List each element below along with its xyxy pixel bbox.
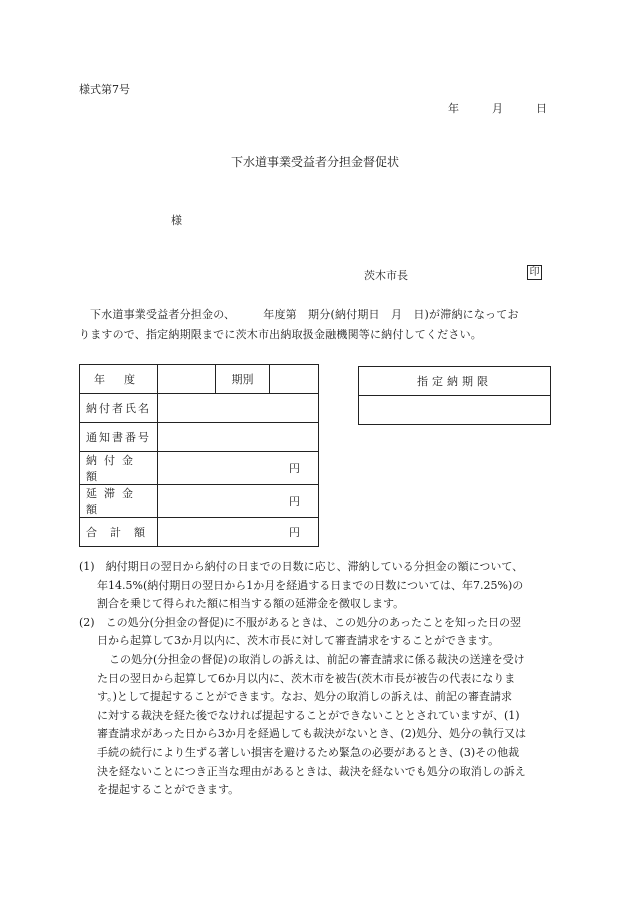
table-row <box>80 485 319 518</box>
total-unit: 円 <box>158 518 319 547</box>
year-value-cell <box>158 365 216 394</box>
year-label-cell: 年 度 <box>80 365 158 394</box>
table-row <box>80 423 319 452</box>
note-line: 手続の続行により生ずる著しい損害を避けるため緊急の必要があるとき、(3)その他裁 <box>97 745 520 759</box>
late-fee-label: 延滞金額 <box>80 485 158 518</box>
deadline-value-row <box>359 396 551 425</box>
total-label: 合 計 額 <box>80 518 158 547</box>
date-day-label: 日 <box>536 102 547 115</box>
payment-amount-label: 納付金額 <box>80 452 158 485</box>
note-line: す。)として提起することができます。なお、処分の取消しの訴えは、前記の審査請求 <box>97 690 513 704</box>
seal-mark: 印 <box>527 265 542 280</box>
period-value-cell <box>269 365 318 394</box>
note-line: 決を経ないことにつき正当な理由があるときは、裁決を経ないでも処分の取消しの訴え <box>97 764 526 778</box>
intro-line-2: りますので、指定納期限までに茨木市出納取扱金融機関等に納付してください。 <box>79 328 482 341</box>
deadline-table <box>358 366 551 425</box>
document-title: 下水道事業受益者分担金督促状 <box>230 155 399 169</box>
form-number: 様式第7号 <box>79 83 130 96</box>
deadline-value <box>359 396 551 425</box>
payer-name-value <box>158 394 319 423</box>
period-label-cell: 期別 <box>216 365 270 394</box>
note-line: (2) この処分(分担金の督促)に不服があるときは、この処分のあったことを知った日の翌 <box>79 615 522 629</box>
note-line: 年14.5%(納付期日の翌日から1か月を経過する日までの日数については、年7.25%)の <box>97 578 524 592</box>
table-row <box>80 452 319 485</box>
note-line: た日の翌日から起算して6か月以内に、茨木市を被告(茨木市長が被告の代表になりま <box>97 671 516 685</box>
note-line: この処分(分担金の督促)の取消しの訴えは、前記の審査請求に係る裁決の送達を受け <box>109 652 525 666</box>
payer-name-label: 納付者氏名 <box>80 394 158 423</box>
note-line: に対する裁決を経た後でなければ提起することができないこととされていますが、(1) <box>97 708 520 722</box>
table-row <box>80 518 319 547</box>
notice-number-value <box>158 423 319 452</box>
addressee-suffix: 様 <box>171 214 182 227</box>
payment-table <box>79 364 319 547</box>
note-line: 日から起算して3か月以内に、茨木市長に対して審査請求をすることができます。 <box>97 634 500 648</box>
intro-paragraph <box>79 305 559 345</box>
notice-number-label: 通知書番号 <box>80 423 158 452</box>
table-row <box>80 394 319 423</box>
notes-section <box>79 558 579 800</box>
table-row-year <box>80 365 319 394</box>
intro-line-1: 下水道事業受益者分担金の、 年度第 期分(納付期日 月 日)が滞納になってお <box>90 308 519 321</box>
payment-amount-unit: 円 <box>158 452 319 485</box>
note-line: 割合を乗じて得られた額に相当する額の延滞金を徴収します。 <box>97 597 405 611</box>
deadline-header-row <box>359 367 551 396</box>
date-line <box>448 100 547 116</box>
note-line: を提起することができます。 <box>97 783 240 797</box>
note-line: (1) 納付期日の翌日から納付の日までの日数に応じ、滞納している分担金の額について、 <box>79 560 524 573</box>
note-line: 審査請求があった日から3か月を経過しても裁決がないとき、(2)処分、処分の執行又は <box>97 727 527 741</box>
late-fee-unit: 円 <box>158 485 319 518</box>
date-month-label: 月 <box>492 102 503 115</box>
issuer-name: 茨木市長 <box>364 269 408 282</box>
deadline-header: 指定納期限 <box>359 367 551 396</box>
date-year-label: 年 <box>448 102 459 115</box>
